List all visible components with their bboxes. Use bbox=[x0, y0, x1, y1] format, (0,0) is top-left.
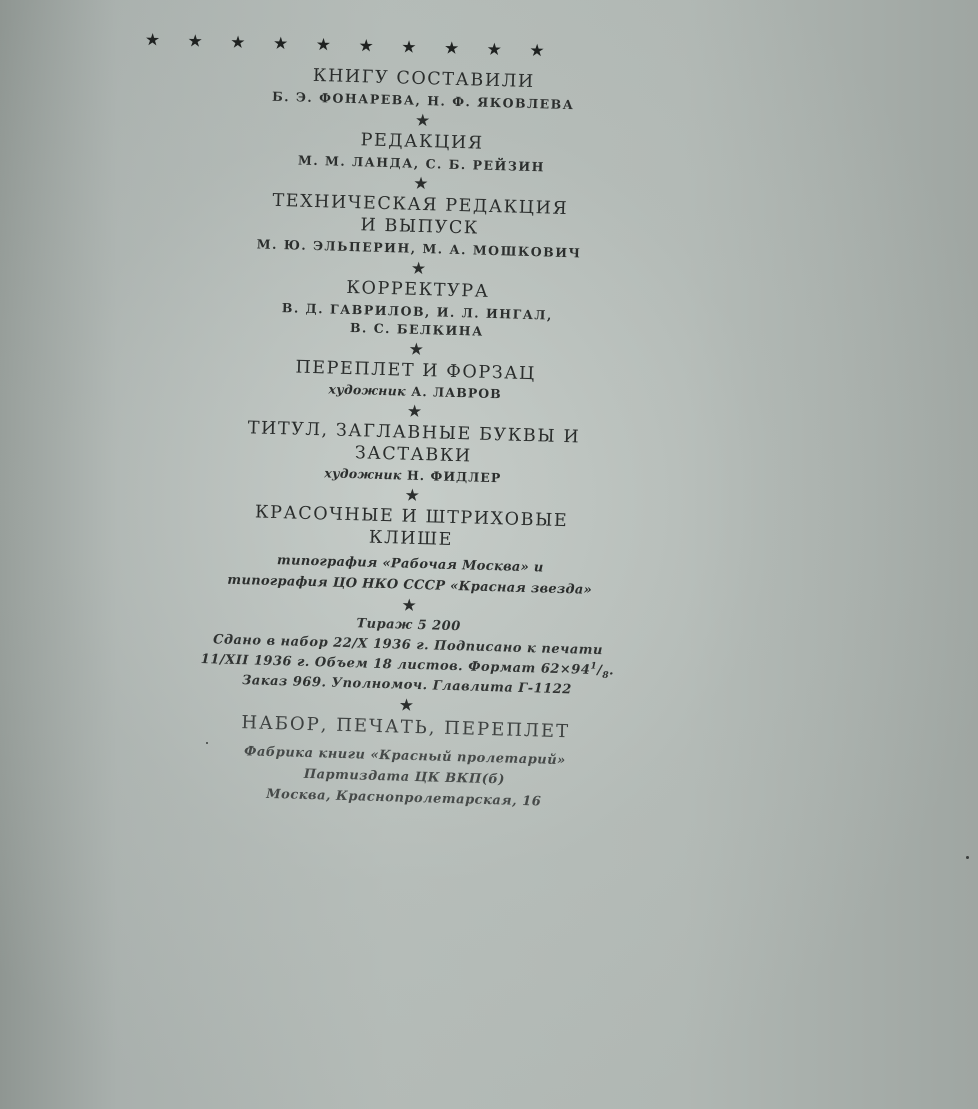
section-heading: КНИГУ СОСТАВИЛИ bbox=[312, 65, 536, 93]
star-icon: ★ bbox=[529, 40, 545, 62]
section-heading: КОРРЕКТУРА bbox=[346, 277, 490, 302]
section-names: М. Ю. ЭЛЬПЕРИН, М. А. МОШКОВИЧ bbox=[256, 236, 582, 261]
star-icon: ★ bbox=[443, 38, 460, 59]
section-printing bbox=[124, 708, 686, 817]
imprint-line4: Заказ 969. Уполномоч. Главлита Г-1122 bbox=[241, 673, 573, 698]
press-line2: типография ЦО НКО СССР «Красная звезда» bbox=[227, 572, 593, 598]
printing-line3: Москва, Краснопролетарская, 16 bbox=[266, 786, 542, 810]
section-heading-line1: ТИТУЛ, ЗАГЛАВНЫЕ БУКВЫ И bbox=[247, 418, 581, 448]
section-heading-line1: КРАСОЧНЫЕ И ШТРИХОВЫЕ bbox=[254, 502, 569, 532]
printing-line1: Фабрика книги «Красный пролетарий» bbox=[243, 744, 566, 769]
star-icon: ★ bbox=[486, 39, 503, 61]
star-icon: ★ bbox=[400, 37, 417, 58]
star-icon: ★ bbox=[408, 339, 425, 361]
section-names-line1: В. Д. ГАВРИЛОВ, И. Л. ИНГАЛ, bbox=[281, 300, 554, 323]
star-icon: ★ bbox=[230, 32, 246, 53]
section-imprint bbox=[127, 608, 689, 704]
section-heading-line2: КЛИШЕ bbox=[368, 527, 454, 550]
section-cliches bbox=[130, 498, 692, 604]
artist-name: Н. ФИДЛЕР bbox=[406, 467, 502, 486]
section-heading-line1: ТЕХНИЧЕСКАЯ РЕДАКЦИЯ bbox=[272, 190, 569, 220]
star-icon: ★ bbox=[404, 485, 421, 507]
star-icon: ★ bbox=[410, 258, 427, 280]
section-heading: РЕДАКЦИЯ bbox=[360, 130, 484, 154]
paper-speck bbox=[206, 742, 208, 744]
star-icon: ★ bbox=[406, 401, 423, 423]
colophon bbox=[124, 30, 705, 816]
star-icon: ★ bbox=[398, 695, 415, 716]
printing-line2: Партиздата ЦК ВКП(б) bbox=[303, 766, 506, 788]
star-icon: ★ bbox=[272, 33, 289, 55]
star-icon: ★ bbox=[413, 173, 429, 195]
format-fraction-numerator: 1 bbox=[590, 661, 598, 672]
star-icon: ★ bbox=[144, 30, 161, 51]
section-names: Б. Э. ФОНАРЕВА, Н. Ф. ЯКОВЛЕВА bbox=[271, 88, 575, 113]
star-icon: ★ bbox=[358, 36, 375, 57]
section-heading: ПЕРЕПЛЕТ И ФОРЗАЦ bbox=[295, 357, 537, 385]
section-names: М. М. ЛАНДА, С. Б. РЕЙЗИН bbox=[297, 152, 546, 175]
imprint-line2: Сдано в набор 22/X 1936 г. Подписано к печати bbox=[212, 632, 604, 659]
format-fraction-denominator: 8 bbox=[602, 670, 610, 681]
star-icon: ★ bbox=[187, 31, 204, 52]
section-names-line2: В. С. БЕЛКИНА bbox=[349, 320, 484, 339]
imprint-line3-text: 11/XII 1936 г. Объем 18 листов. Формат 62×94 bbox=[200, 651, 591, 678]
section-heading: НАБОР, ПЕЧАТЬ, ПЕРЕПЛЕТ bbox=[241, 712, 571, 743]
artist-role: художник bbox=[324, 465, 402, 483]
star-icon: ★ bbox=[414, 110, 431, 132]
imprint-line3-suffix: . bbox=[608, 663, 615, 679]
artist-name: А. ЛАВРОВ bbox=[410, 383, 502, 402]
paper-speck bbox=[966, 856, 969, 859]
press-line1: типография «Рабочая Москва» и bbox=[276, 553, 544, 576]
star-icon: ★ bbox=[315, 34, 332, 56]
section-heading-line2: ЗАСТАВКИ bbox=[354, 443, 473, 467]
imprint-line3: 11/XII 1936 г. Объем 18 листов. Формат $62\times 94^1/_8$. bbox=[200, 651, 615, 681]
print-run: Тираж 5 200 bbox=[356, 616, 461, 635]
top-star-row bbox=[145, 30, 545, 61]
section-heading-line2: И ВЫПУСК bbox=[360, 215, 480, 239]
artist-role: художник bbox=[328, 381, 407, 399]
star-icon: ★ bbox=[401, 595, 418, 616]
